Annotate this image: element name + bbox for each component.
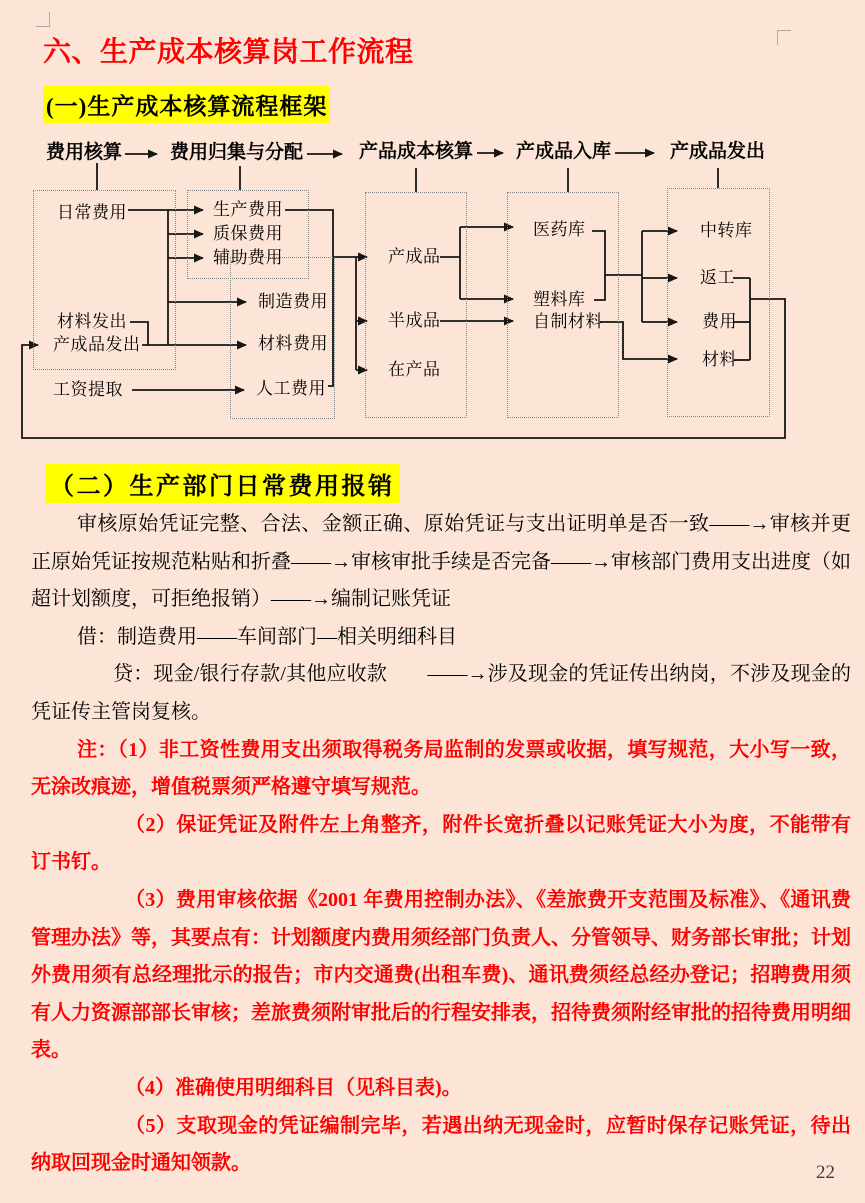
note-5: （5）支取现金的凭证编制完毕，若遇出纳无现金时，应暂时保存记账凭证，待出纳取回现金时通知领款。 bbox=[31, 1114, 851, 1175]
section-2-heading: （二）生产部门日常费用报销 bbox=[45, 464, 400, 503]
node-manufacturing-expense: 制造费用 bbox=[258, 292, 328, 311]
node-material-expense: 材料费用 bbox=[258, 334, 328, 353]
node-wage-accrual: 工资提取 bbox=[53, 380, 123, 399]
node-material-issue: 材料发出 bbox=[57, 312, 127, 331]
node-plastic-warehouse: 塑料库 bbox=[533, 290, 586, 309]
note-1: 注：（1）非工资性费用支出须取得税务局监制的发票或收据，填写规范，大小写一致，无涂改痕迹，增值税票须严格遵守填写规范。 bbox=[31, 738, 851, 799]
stage-expense-accounting: 费用核算 bbox=[46, 142, 123, 163]
node-rework: 返工 bbox=[700, 268, 735, 287]
node-finished-goods-issue: 产成品发出 bbox=[53, 335, 141, 354]
page-title: 六、生产成本核算岗工作流程 bbox=[43, 37, 414, 68]
node-work-in-process: 在产品 bbox=[388, 360, 441, 379]
node-self-made-material: 自制材料 bbox=[533, 312, 603, 331]
stage-expense-collection: 费用归集与分配 bbox=[170, 142, 304, 163]
section-2-body bbox=[31, 506, 851, 1183]
note-2: （2）保证凭证及附件左上角整齐，附件长宽折叠以记账凭证大小为度，不能带有订书钉。 bbox=[31, 813, 851, 874]
stage-finished-goods-inbound: 产成品入库 bbox=[516, 141, 612, 162]
node-production-expense: 生产费用 bbox=[213, 200, 283, 219]
node-labor-expense: 人工费用 bbox=[256, 379, 326, 398]
cost-accounting-flowchart bbox=[0, 0, 865, 460]
node-auxiliary-expense: 辅助费用 bbox=[213, 248, 283, 267]
node-transfer-warehouse: 中转库 bbox=[700, 221, 753, 240]
paragraph-credit-entry: 贷：现金/银行存款/其他应收款 ——→涉及现金的凭证传出纳岗，不涉及现金的凭证传主管岗复核。 bbox=[31, 663, 851, 723]
node-semi-finished: 半成品 bbox=[388, 311, 441, 330]
note-4: （4）准确使用明细科目（见科目表)。 bbox=[125, 1076, 462, 1099]
page-number: 22 bbox=[816, 1162, 835, 1183]
paragraph-audit-process: 审核原始凭证完整、合法、金额正确、原始凭证与支出证明单是否一致——→审核并更正原始凭证按规范粘贴和折叠——→审核审批手续是否完备——→审核部门费用支出进度（如超计划额度，可拒绝报销）——→编制记账凭证 bbox=[31, 513, 851, 611]
stage-finished-goods-outbound: 产成品发出 bbox=[670, 141, 766, 162]
node-quality-expense: 质保费用 bbox=[213, 224, 283, 243]
paragraph-debit-entry: 借：制造费用——车间部门—相关明细科目 bbox=[77, 625, 457, 648]
node-daily-expense: 日常费用 bbox=[57, 203, 127, 222]
node-pharma-warehouse: 医药库 bbox=[533, 220, 586, 239]
note-3: （3）费用审核依据《2001 年费用控制办法》、《差旅费开支范围及标准》、《通讯费管理办法》等，其要点有：计划额度内费用须经部门负责人、分管领导、财务部长审批；计划外费用须有总经理批示的报告；市内交通费(出租车费)、通讯费须经总经办登记；招聘费用须有人力资源部部长审核；差旅费须附审批后的行程安排表，招待费须附经审批的招待费用明细表。 bbox=[31, 888, 851, 1062]
node-material: 材料 bbox=[702, 350, 737, 369]
group-box-product-cost bbox=[365, 192, 467, 418]
section-1-heading: (一)生产成本核算流程框架 bbox=[43, 86, 330, 123]
node-expense: 费用 bbox=[702, 312, 737, 331]
stage-product-cost-accounting: 产品成本核算 bbox=[359, 141, 474, 162]
node-finished-goods: 产成品 bbox=[388, 247, 441, 266]
